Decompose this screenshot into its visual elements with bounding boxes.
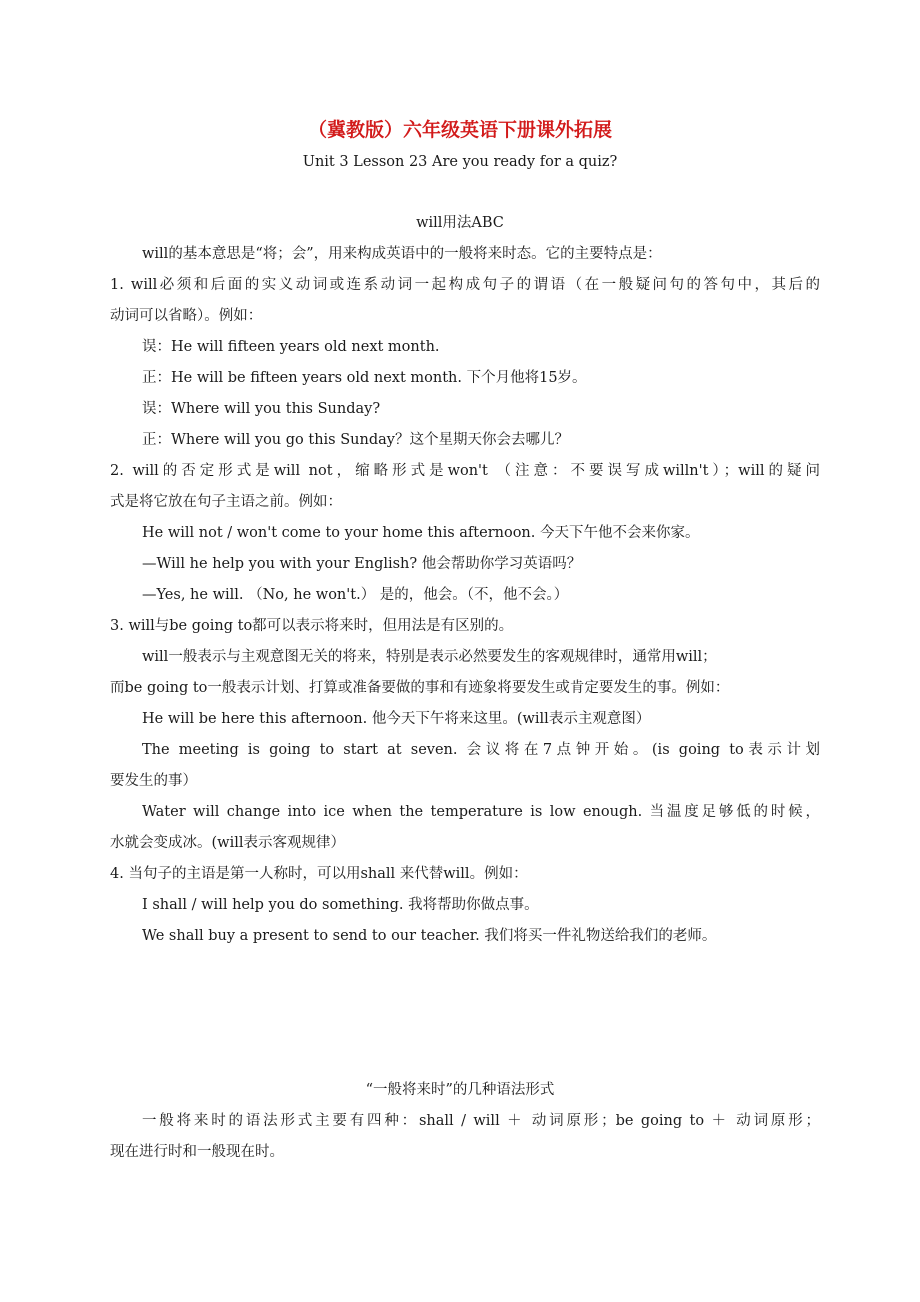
section-heading-future-forms: “一般将来时”的几种语法形式 [365, 1082, 555, 1098]
point4: 4. 当句子的主语是第一人称时，可以用shall 来代替will。例如： [110, 866, 528, 882]
point3-detail-line1: will一般表示与主观意图无关的将来，特别是表示必然要发生的客观规律时，通常用will； [142, 649, 717, 665]
example-line-continued: 水就会变成冰。(will表示客观规律） [110, 835, 345, 851]
example-line: 正：He will be fifteen years old next month. 下个月他将15岁。 [142, 370, 587, 386]
example-line: I shall / will help you do something. 我将帮助你做点事。 [142, 897, 539, 913]
example-line: —Will he help you with your English? 他会帮助你学习英语吗？ [142, 556, 582, 572]
example-line: He will not / won't come to your home this afternoon. 今天下午他不会来你家。 [142, 525, 700, 541]
point2-line2: 式是将它放在句子主语之前。例如： [110, 494, 342, 510]
example-line: We shall buy a present to send to our teacher. 我们将买一件礼物送给我们的老师。 [142, 928, 717, 944]
example-line: —Yes, he will. （No, he won't.） 是的，他会。（不，他不会。） [142, 587, 569, 603]
document-title: （冀教版）六年级英语下册课外拓展 [307, 119, 612, 141]
example-line: 正：Where will you go this Sunday？这个星期天你会去哪儿？ [142, 432, 569, 448]
example-line-continued: 要发生的事） [110, 773, 197, 789]
point1-line2: 动词可以省略）。例如： [110, 308, 263, 324]
example-line: The meeting is going to start at seven. 会议将在7点钟开始。(is going to表示计划 [142, 742, 820, 758]
example-line: 误：He will fifteen years old next month. [142, 339, 440, 355]
point3-detail-line2: 而be going to一般表示计划、打算或准备要做的事和有迹象将要发生或肯定要发生的事。例如： [110, 680, 730, 696]
section2-body-line2: 现在进行时和一般现在时。 [110, 1144, 284, 1160]
point3: 3. will与be going to都可以表示将来时，但用法是有区别的。 [110, 618, 514, 634]
example-line: Water will change into ice when the temperature is low enough. 当温度足够低的时候， [142, 804, 820, 820]
example-line: He will be here this afternoon. 他今天下午将来这里。(will表示主观意图） [142, 711, 651, 727]
point1-line1: 1. will必须和后面的实义动词或连系动词一起构成句子的谓语（在一般疑问句的答句中，其后的 [110, 277, 820, 293]
example-line: 误：Where will you this Sunday? [142, 401, 381, 417]
section-heading-will-abc: will用法ABC [416, 215, 504, 231]
section1-intro: will的基本意思是“将；会”，用来构成英语中的一般将来时态。它的主要特点是： [142, 246, 662, 262]
point2-line1: 2. will的否定形式是will not，缩略形式是won't （注意：不要误写成willn't）；will的疑问 [110, 463, 820, 479]
section2-body-line1: 一般将来时的语法形式主要有四种：shall / will ＋ 动词原形；be going to ＋ 动词原形； [142, 1113, 820, 1129]
document-subtitle: Unit 3 Lesson 23 Are you ready for a quiz? [302, 154, 618, 170]
